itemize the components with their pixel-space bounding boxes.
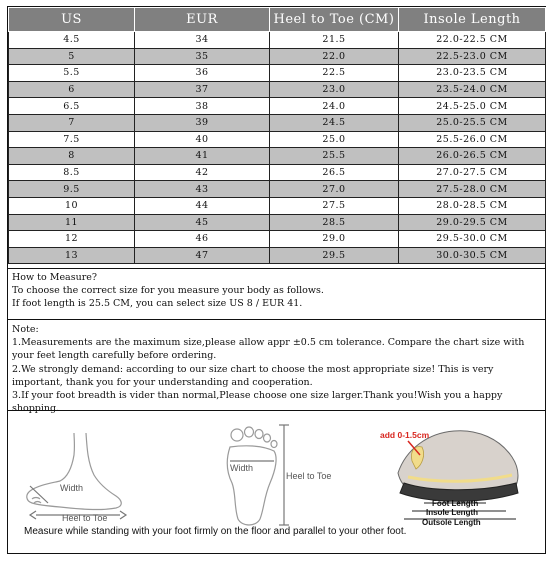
table-row bbox=[9, 181, 546, 198]
insole-length-label: Insole Length bbox=[426, 508, 478, 517]
top-view-length-label: Heel to Toe bbox=[286, 471, 332, 481]
cell-insole-length: 29.5-30.0 CM bbox=[399, 231, 546, 248]
table-row bbox=[9, 148, 546, 165]
measurement-illustrations bbox=[8, 411, 545, 553]
table-row bbox=[9, 197, 546, 214]
table-row bbox=[9, 247, 546, 264]
table-row bbox=[9, 214, 546, 231]
cell-insole-length: 22.0-22.5 CM bbox=[399, 32, 546, 49]
table-header-row bbox=[9, 8, 546, 32]
cell-us: 4.5 bbox=[9, 32, 135, 49]
foot-length-label: Foot Length bbox=[432, 499, 479, 508]
foot-side-view-illustration bbox=[27, 433, 126, 519]
cell-us: 13 bbox=[9, 247, 135, 264]
cell-eur: 41 bbox=[135, 148, 270, 165]
cell-heel-to-toe: 26.5 bbox=[270, 164, 399, 181]
cell-us: 10 bbox=[9, 197, 135, 214]
table-row bbox=[9, 98, 546, 115]
cell-heel-to-toe: 24.0 bbox=[270, 98, 399, 115]
add-allowance-label: add 0-1.5cm bbox=[380, 430, 430, 440]
cell-eur: 40 bbox=[135, 131, 270, 148]
header-heel-to-toe: Heel to Toe (CM) bbox=[270, 8, 399, 32]
cell-eur: 43 bbox=[135, 181, 270, 198]
cell-eur: 35 bbox=[135, 48, 270, 65]
cell-eur: 38 bbox=[135, 98, 270, 115]
how-to-measure-section bbox=[8, 268, 545, 320]
header-eur: EUR bbox=[135, 8, 270, 32]
size-table bbox=[8, 7, 546, 264]
table-row bbox=[9, 231, 546, 248]
measurement-caption: Measure while standing with your foot firmly on the floor and parallel to your other foot. bbox=[24, 526, 407, 537]
cell-heel-to-toe: 23.0 bbox=[270, 81, 399, 98]
header-insole-length: Insole Length bbox=[399, 8, 546, 32]
cell-heel-to-toe: 25.0 bbox=[270, 131, 399, 148]
cell-heel-to-toe: 27.5 bbox=[270, 197, 399, 214]
cell-us: 6 bbox=[9, 81, 135, 98]
cell-us: 6.5 bbox=[9, 98, 135, 115]
table-row bbox=[9, 48, 546, 65]
cell-eur: 39 bbox=[135, 114, 270, 131]
cell-eur: 46 bbox=[135, 231, 270, 248]
cell-eur: 44 bbox=[135, 197, 270, 214]
cell-insole-length: 28.0-28.5 CM bbox=[399, 197, 546, 214]
cell-us: 9.5 bbox=[9, 181, 135, 198]
header-us: US bbox=[9, 8, 135, 32]
cell-us: 7.5 bbox=[9, 131, 135, 148]
cell-insole-length: 30.0-30.5 CM bbox=[399, 247, 546, 264]
cell-insole-length: 27.5-28.0 CM bbox=[399, 181, 546, 198]
cell-heel-to-toe: 22.5 bbox=[270, 65, 399, 82]
cell-heel-to-toe: 28.5 bbox=[270, 214, 399, 231]
how-to-measure-line-2: If foot length is 25.5 CM, you can select size US 8 / EUR 41. bbox=[12, 298, 303, 309]
size-chart-sheet bbox=[7, 6, 546, 554]
cell-heel-to-toe: 24.5 bbox=[270, 114, 399, 131]
how-to-measure-line-1: To choose the correct size for you measure your body as follows. bbox=[12, 285, 324, 296]
cell-eur: 45 bbox=[135, 214, 270, 231]
table-row bbox=[9, 65, 546, 82]
cell-eur: 47 bbox=[135, 247, 270, 264]
cell-insole-length: 25.5-26.0 CM bbox=[399, 131, 546, 148]
cell-eur: 36 bbox=[135, 65, 270, 82]
cell-heel-to-toe: 22.0 bbox=[270, 48, 399, 65]
side-view-width-label: Width bbox=[60, 483, 84, 493]
table-row bbox=[9, 131, 546, 148]
cell-us: 5 bbox=[9, 48, 135, 65]
cell-insole-length: 25.0-25.5 CM bbox=[399, 114, 546, 131]
cell-heel-to-toe: 21.5 bbox=[270, 32, 399, 49]
top-view-width-label: Width bbox=[230, 463, 254, 473]
how-to-measure-title: How to Measure? bbox=[12, 272, 97, 283]
cell-insole-length: 22.5-23.0 CM bbox=[399, 48, 546, 65]
cell-heel-to-toe: 29.0 bbox=[270, 231, 399, 248]
cell-us: 7 bbox=[9, 114, 135, 131]
note-line-2: 2.We strongly demand: according to our size chart to choose the most appropriate size! This is very important, thank you for your understanding and cooperation. bbox=[12, 363, 494, 388]
table-row bbox=[9, 32, 546, 49]
cell-insole-length: 26.0-26.5 CM bbox=[399, 148, 546, 165]
note-line-3: 3.If your foot breadth is vider than normal,Please choose one size larger.Thank you!Wish you a happy shopping. bbox=[12, 390, 503, 415]
cell-eur: 37 bbox=[135, 81, 270, 98]
table-row bbox=[9, 164, 546, 181]
cell-us: 12 bbox=[9, 231, 135, 248]
table-row bbox=[9, 114, 546, 131]
cell-us: 5.5 bbox=[9, 65, 135, 82]
cell-insole-length: 24.5-25.0 CM bbox=[399, 98, 546, 115]
cell-insole-length: 23.5-24.0 CM bbox=[399, 81, 546, 98]
cell-heel-to-toe: 25.5 bbox=[270, 148, 399, 165]
table-row bbox=[9, 81, 546, 98]
outsole-length-label: Outsole Length bbox=[422, 518, 481, 527]
cell-heel-to-toe: 29.5 bbox=[270, 247, 399, 264]
note-title: Note: bbox=[12, 324, 39, 335]
cell-us: 8.5 bbox=[9, 164, 135, 181]
cell-us: 8 bbox=[9, 148, 135, 165]
cell-heel-to-toe: 27.0 bbox=[270, 181, 399, 198]
cell-us: 11 bbox=[9, 214, 135, 231]
cell-insole-length: 23.0-23.5 CM bbox=[399, 65, 546, 82]
note-section bbox=[8, 321, 545, 415]
size-table-body bbox=[9, 32, 546, 264]
note-line-1: 1.Measurements are the maximum size,please allow appr ±0.5 cm tolerance. Compare the chart size with your feet length carefully before ordering. bbox=[12, 337, 525, 362]
footprint-top-view-illustration bbox=[227, 425, 289, 525]
cell-eur: 42 bbox=[135, 164, 270, 181]
cell-insole-length: 29.0-29.5 CM bbox=[399, 214, 546, 231]
side-view-length-label: Heel to Toe bbox=[62, 513, 108, 523]
cell-eur: 34 bbox=[135, 32, 270, 49]
cell-insole-length: 27.0-27.5 CM bbox=[399, 164, 546, 181]
